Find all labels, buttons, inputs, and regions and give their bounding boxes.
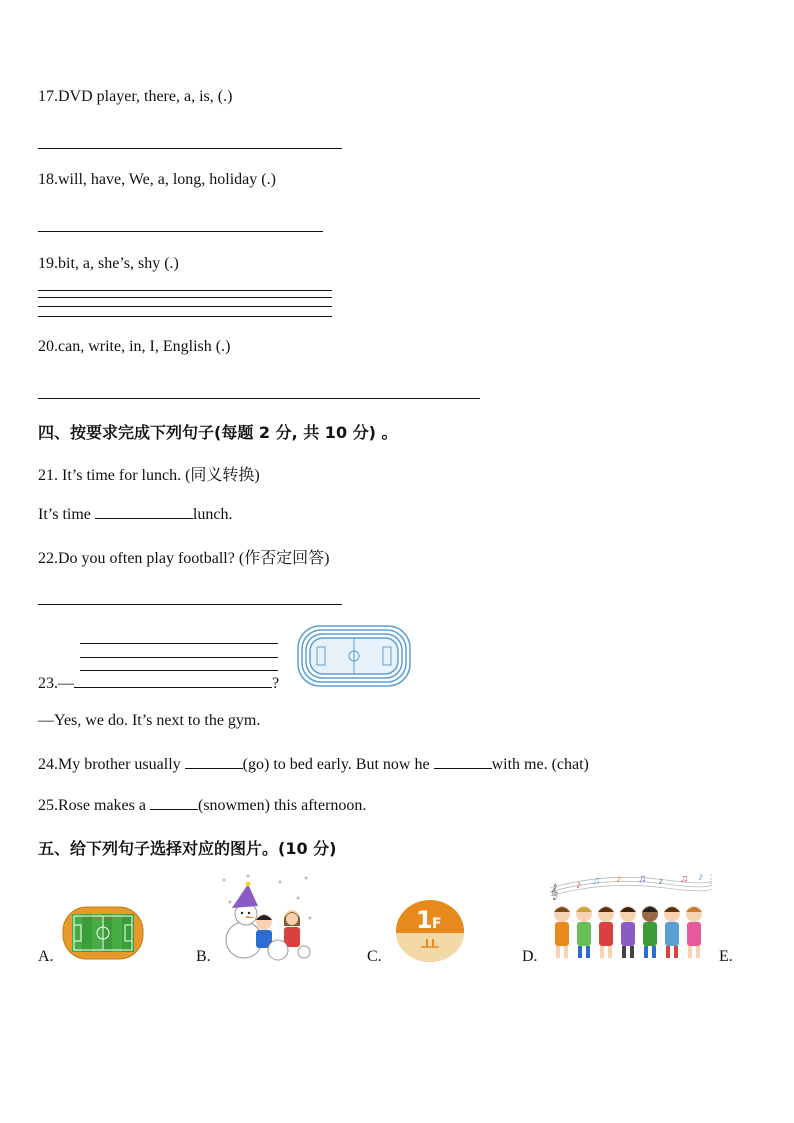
answer-line-23c[interactable] <box>80 670 278 671</box>
question-17: 17.DVD player, there, a, is, (.) <box>38 88 233 105</box>
question-19: 19.bit, a, she’s, shy (.) <box>38 255 179 272</box>
answer-21-suffix: lunch. <box>192 506 233 523</box>
option-e-label: E. <box>719 948 733 965</box>
answer-25-blank[interactable] <box>150 795 198 810</box>
football-field-image <box>62 906 144 960</box>
child-3 <box>598 906 614 958</box>
question-20: 20.can, write, in, I, English (.) <box>38 338 231 355</box>
snowman-children-image <box>218 872 314 962</box>
answer-line-18[interactable] <box>38 231 323 232</box>
question-23-suffix: ? <box>272 675 280 692</box>
answer-line-23b[interactable] <box>80 657 278 658</box>
question-25-part1: 25.Rose makes a <box>38 797 150 814</box>
stadium-track-image <box>297 625 411 687</box>
child-6 <box>664 906 680 958</box>
option-b-label: B. <box>196 948 211 965</box>
answer-line-19c[interactable] <box>38 306 332 307</box>
option-d-label: D. <box>522 948 538 965</box>
question-24-row <box>38 754 589 774</box>
question-21: 21. It’s time for lunch. (同义转换) <box>38 467 260 484</box>
answer-21-prefix: It’s time <box>38 506 95 523</box>
child-2 <box>576 906 592 958</box>
children-singing-image <box>546 870 712 964</box>
question-22: 22.Do you often play football? (作否定回答) <box>38 550 330 567</box>
answer-24-blank1[interactable] <box>185 754 243 769</box>
child-4 <box>620 906 636 958</box>
answer-23-reply: —Yes, we do. It’s next to the gym. <box>38 712 261 729</box>
answer-line-20[interactable] <box>38 398 480 399</box>
option-c-label: C. <box>367 948 382 965</box>
answer-21-blank[interactable] <box>95 504 193 519</box>
answer-21-row <box>38 504 232 524</box>
question-23-row <box>38 673 279 693</box>
question-24-part1: 24.My brother usually <box>38 756 185 773</box>
floor-sign-letter: F <box>432 916 442 932</box>
question-25-row <box>38 795 366 815</box>
answer-line-19d[interactable] <box>38 316 332 317</box>
question-25-part2: (snowmen) this afternoon. <box>197 797 367 814</box>
answer-line-19a[interactable] <box>38 290 332 291</box>
question-24-part3: with me. (chat) <box>491 756 589 773</box>
svg-text:♫: ♫ <box>592 875 601 887</box>
child-1 <box>554 906 570 958</box>
svg-text:♪: ♪ <box>576 879 582 891</box>
answer-23-blank[interactable] <box>74 673 272 688</box>
child-5 <box>642 906 658 958</box>
first-floor-sign-image <box>395 899 465 963</box>
svg-text:♫: ♫ <box>638 873 647 885</box>
answer-24-blank2[interactable] <box>434 754 492 769</box>
question-24-part2: (go) to bed early. But now he <box>242 756 434 773</box>
svg-text:𝄞: 𝄞 <box>550 885 559 900</box>
answer-line-17[interactable] <box>38 148 342 149</box>
svg-text:♪: ♪ <box>698 871 704 883</box>
question-18: 18.will, have, We, a, long, holiday (.) <box>38 171 276 188</box>
svg-text:♪: ♪ <box>616 873 622 885</box>
child-7 <box>686 906 702 958</box>
answer-line-22[interactable] <box>38 604 342 605</box>
floor-sign-number: 1 <box>416 906 433 934</box>
option-a-label: A. <box>38 948 54 965</box>
question-23-prefix: 23.— <box>38 675 74 692</box>
section-5-heading: 五、给下列句子选择对应的图片。(10 分) <box>38 839 337 858</box>
section-4-heading: 四、按要求完成下列句子(每题 2 分, 共 10 分) 。 <box>38 423 398 442</box>
answer-line-19b[interactable] <box>38 297 332 298</box>
svg-text:♫: ♫ <box>680 873 689 885</box>
svg-text:♪: ♪ <box>658 875 664 887</box>
answer-line-23a[interactable] <box>80 643 278 644</box>
